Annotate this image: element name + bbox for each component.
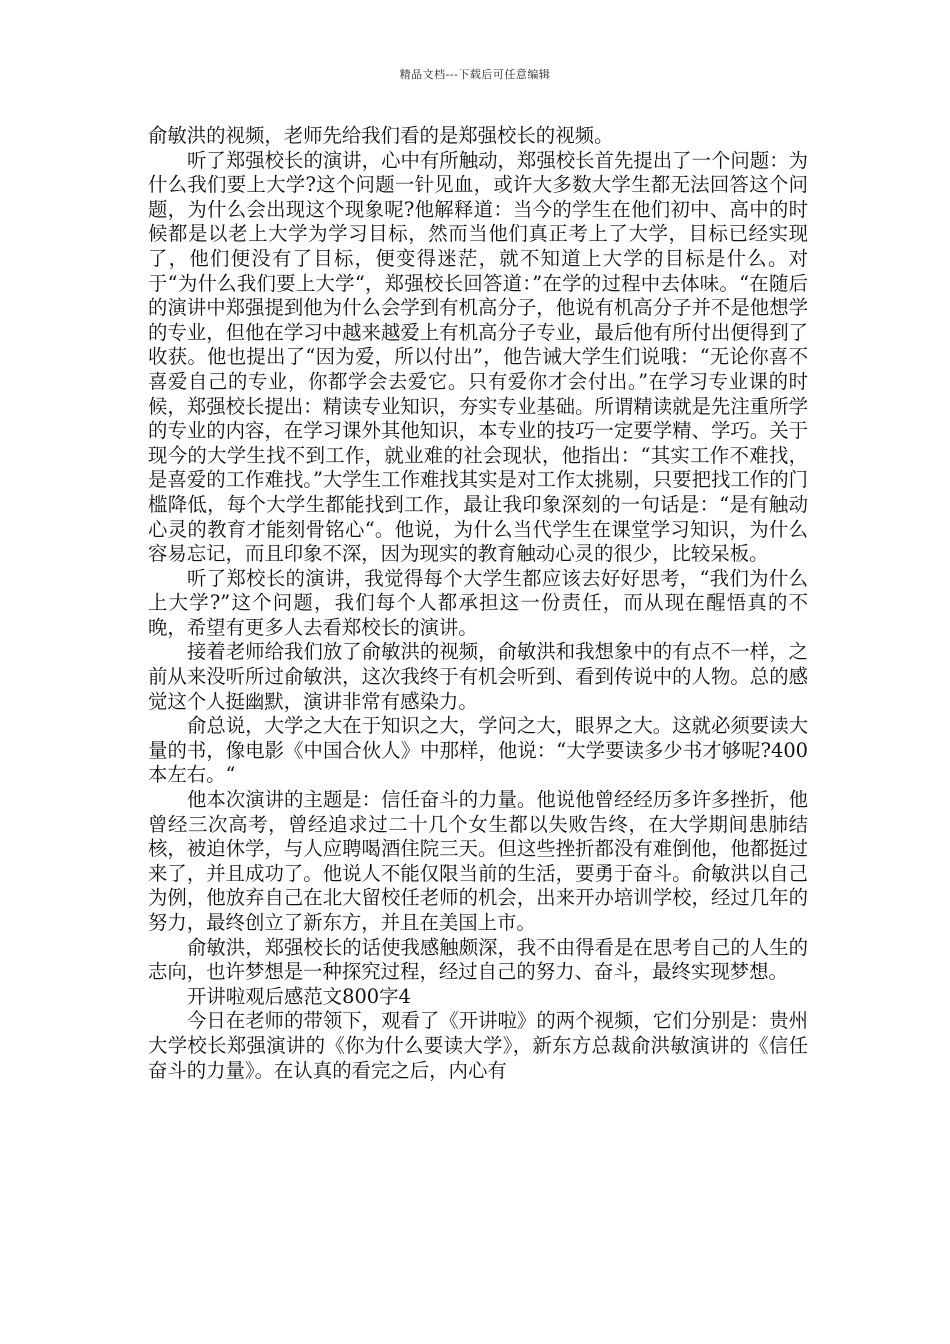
- paragraph: 俞敏洪，郑强校长的话使我感触颇深，我不由得看是在思考自己的人生的志向，也许梦想是一种探究过程，经过自己的努力、奋斗，最终实现梦想。: [148, 935, 808, 984]
- paragraph: 他本次演讲的主题是：信任奋斗的力量。他说他曾经经历多许多挫折，他曾经三次高考，曾经追求过二十几个女生都以失败告终，在大学期间患肺结核，被迫休学，与人应聘喝酒住院三天。但这些挫折都没有难倒他，他都挺过来了，并且成功了。他说人不能仅限当前的生活，要勇于奋斗。俞敏洪以自己为例，他放弃自己在北大留校任老师的机会，出来开办培训学校，经过几年的努力，最终创立了新东方，并且在美国上市。: [148, 788, 808, 934]
- page-header: 精品文档---下载后可任意编辑: [399, 68, 551, 81]
- paragraph: 接着老师给我们放了俞敏洪的视频，俞敏洪和我想象中的有点不一样，之前从来没听所过俞敏洪，这次我终于有机会听到、看到传说中的人物。总的感觉这个人挺幽默，演讲非常有感染力。: [148, 640, 808, 713]
- paragraph: 听了郑校长的演讲，我觉得每个大学生都应该去好好思考，“我们为什么上大学?”这个问题，我们每个人都承担这一份责任，而从现在醒悟真的不晚，希望有更多人去看郑校长的演讲。: [148, 566, 808, 639]
- document-body: [148, 124, 808, 1083]
- paragraph: 俞总说，大学之大在于知识之大，学问之大，眼界之大。这就必须要读大量的书，像电影《中国合伙人》中那样，他说：“大学要读多少书才够呢?400本左右。“: [148, 714, 808, 787]
- paragraph: 听了郑强校长的演讲，心中有所触动，郑强校长首先提出了一个问题：为什么我们要上大学?这个问题一针见血，或许大多数大学生都无法回答这个问题，为什么会出现这个现象呢?他解释道：当今的学生在他们初中、高中的时候都是以老上大学为学习目标，然而当他们真正考上了大学，目标已经实现了，他们便没有了目标，便变得迷茫，就不知道上大学的目标是什么。对于“为什么我们要上大学“，郑强校长回答道：”在学的过程中去体味。“在随后的演讲中郑强提到他为什么会学到有机高分子，他说有机高分子并不是他想学的专业，但他在学习中越来越爱上有机高分子专业，最后他有所付出便得到了收获。他也提出了“因为爱，所以付出”，他告诫大学生们说哦：“无论你喜不喜爱自己的专业，你都学会去爱它。只有爱你才会付出。”在学习专业课的时候，郑强校长提出：精读专业知识，夯实专业基础。所谓精读就是先注重所学的专业的内容，在学习课外其他知识，本专业的技巧一定要学精、学巧。关于现今的大学生找不到工作，就业难的社会现状，他指出：“其实工作不难找，是喜爱的工作难找。”大学生工作难找其实是对工作太挑剔，只要把找工作的门槛降低，每个大学生都能找到工作，最让我印象深刻的一句话是：“是有触动心灵的教育才能刻骨铭心“。他说，为什么当代学生在课堂学习知识，为什么容易忘记，而且印象不深，因为现实的教育触动心灵的很少，比较呆板。: [148, 148, 808, 566]
- section-title: 开讲啦观后感范文800字4: [187, 984, 411, 1008]
- paragraph: 今日在老师的带领下，观看了《开讲啦》的两个视频，它们分别是：贵州大学校长郑强演讲的《你为什么要读大学》，新东方总裁俞洪敏演讲的《信任奋斗的力量》。在认真的看完之后，内心有: [148, 1009, 808, 1082]
- paragraph: 俞敏洪的视频，老师先给我们看的是郑强校长的视频。: [148, 124, 614, 147]
